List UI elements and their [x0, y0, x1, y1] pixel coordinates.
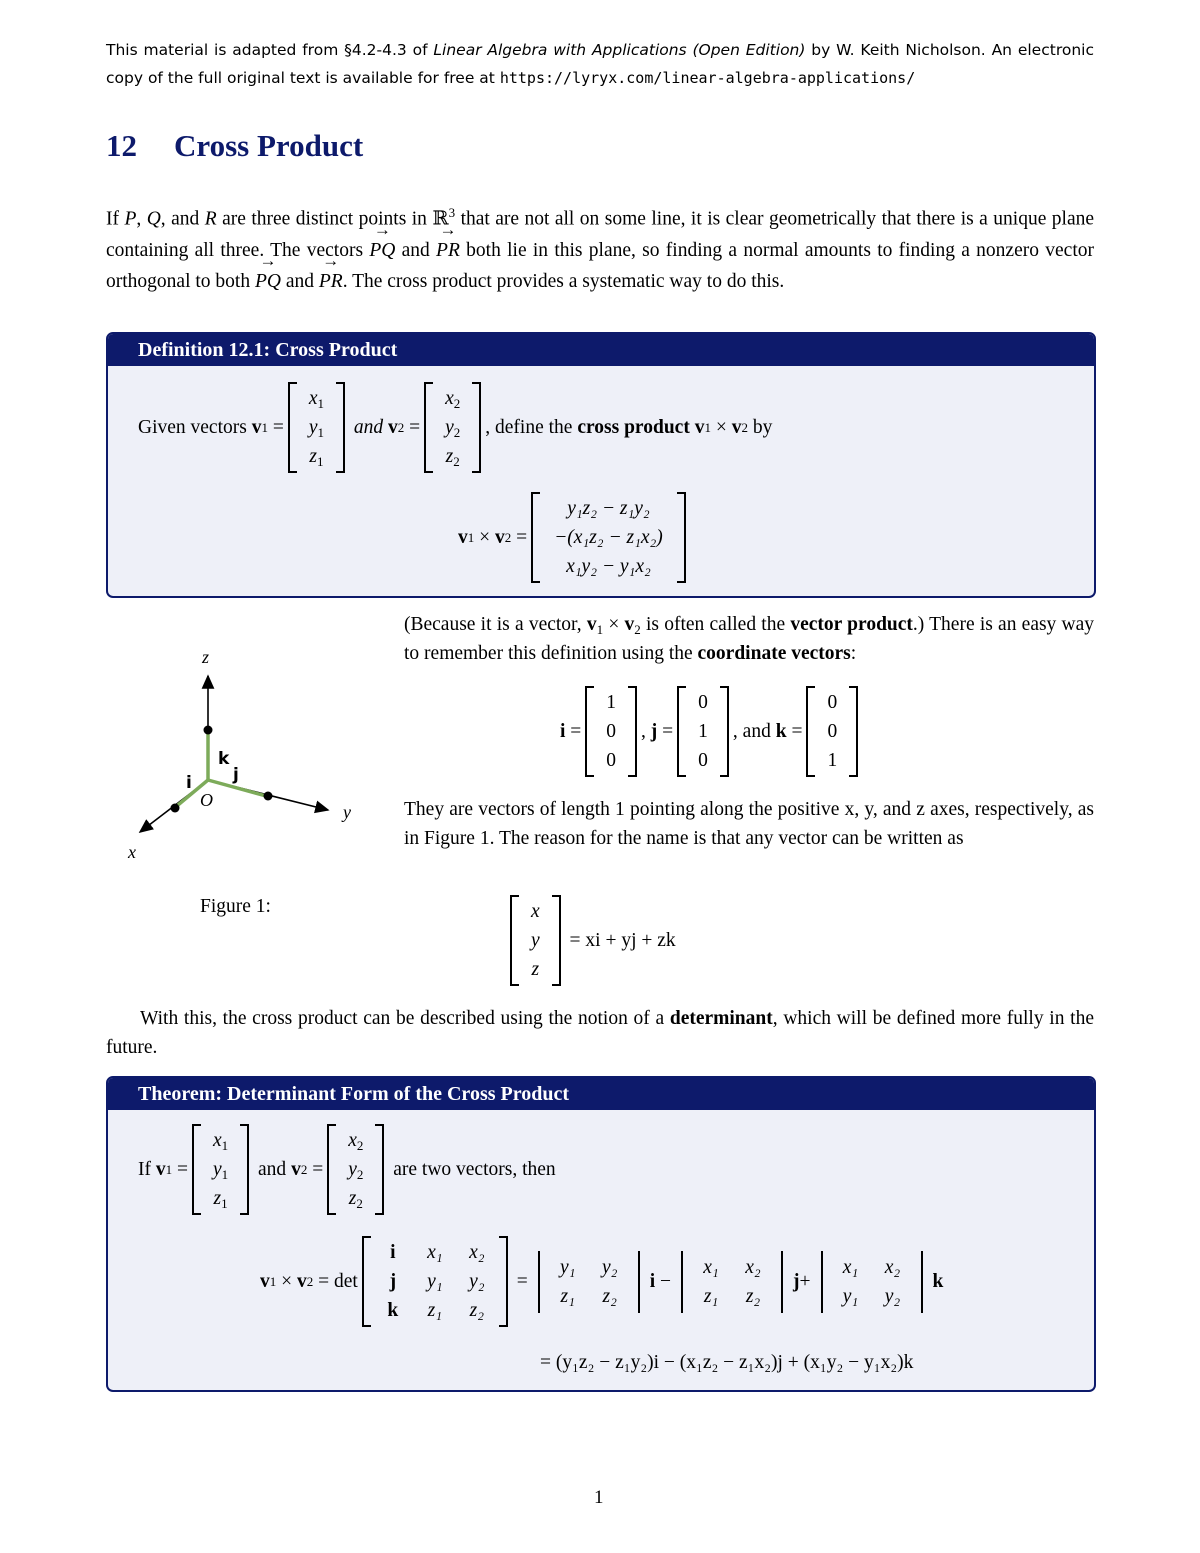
cross-row-3: x₁y₂ − y₁x₂ — [566, 556, 651, 577]
section-title — [106, 128, 363, 164]
origin-label: O — [200, 790, 213, 810]
determinant-formula: v 1 × v 2 = det i x₁ x₂ j y₁ y₂ k z₁ z₂ = y₁ y₂ z₁ z₂ i − x₁ x₂ z₁ z₂ j + x₁ x₂ y₁ y₂ k — [260, 1236, 943, 1327]
v1-column: $x_1$ $y_1$ $z_1$ — [288, 382, 345, 473]
section-number: 12 — [106, 128, 137, 163]
vector-product-paragraph: (Because it is a vector, $v_1 \times v_2$ is often called the vector product.) There is an easy way to remember this definition using the coordinate vectors: — [404, 614, 1095, 664]
source-url[interactable]: https://lyryx.com/linear-algebra-applications/ — [499, 69, 916, 87]
theorem-statement: If v 1 = $x_1$ $y_1$ $z_1$ and v 2 = $x_2$ $y_2$ $z_2$ are two vectors, then — [138, 1124, 556, 1215]
j-label: j — [233, 765, 239, 785]
y-label: y — [343, 802, 351, 822]
book-title: Linear Algebra with Applications (Open Edition) — [433, 41, 806, 59]
definition-statement: Given vectors v 1 = $x_1$ $y_1$ $z_1$ and v 2 = $x_2$ $y_2$ $z_2$ , define the cross product v 1 × v 2 by — [138, 382, 772, 473]
v2-column: $x_2$ $y_2$ $z_2$ — [424, 382, 481, 473]
cross-row-1: y₁z₂ − z₁y₂ — [567, 498, 650, 519]
i-label: i — [186, 773, 192, 793]
intro-paragraph: If P, Q, and R are three distinct points in ℝ$^3$ that are not all on some line, it is clear geometrically that there is a unique plane containing all three. The vectors → PQ and → PR both lie in this plane, so finding a normal amounts to finding a nonzero vector orthogonal to both → PQ and → PR. The cross product provides a systematic way to do this. — [106, 197, 1094, 297]
cross-row-2: −(x₁z₂ − z₁x₂) — [554, 527, 663, 548]
x-label: x — [128, 842, 136, 862]
theorem-box — [106, 1076, 1096, 1392]
figure-caption: Figure 1: — [200, 896, 271, 917]
definition-box — [106, 332, 1096, 598]
z-label: z — [202, 647, 210, 667]
basis-description: They are vectors of length 1 pointing along the positive x, y, and z axes, respectively, as in Figure 1. The reason for the name is that any vector can be written as — [404, 799, 1094, 849]
k-label: k — [218, 749, 230, 769]
vector-expansion: x y z = xi + yj + zk — [506, 895, 676, 986]
source-note: This material is adapted from §4.2-4.3 of Linear Algebra with Applications (Open Edition) by W. Keith Nicholson. An electronic copy of the full original text is available for free at https://lyryx.com/linear-algebra-applications/ — [106, 41, 1094, 87]
page-number: 1 — [594, 1487, 604, 1508]
section-title-text: Cross Product — [174, 128, 364, 163]
expanded-formula: = (y₁z₂ − z₁y₂)i − (x₁z₂ − z₁x₂)j + (x₁y₂ − y₁x₂)k — [540, 1352, 914, 1373]
theorem-title: Theorem: Determinant Form of the Cross Product — [108, 1078, 1094, 1110]
basis-vectors: i = 1 0 0 , j = 0 1 0 , and k = 0 0 1 — [560, 686, 862, 777]
cross-product-formula: v 1 × v 2 = y₁z₂ − z₁y₂ −(x₁z₂ − z₁x₂) x₁y₂ − y₁x₂ — [458, 492, 690, 583]
definition-title: Definition 12.1: Cross Product — [108, 334, 1094, 366]
axes-figure — [106, 636, 366, 896]
determinant-intro: With this, the cross product can be described using the notion of a determinant, which will be defined more fully in the future. — [106, 1008, 1094, 1058]
